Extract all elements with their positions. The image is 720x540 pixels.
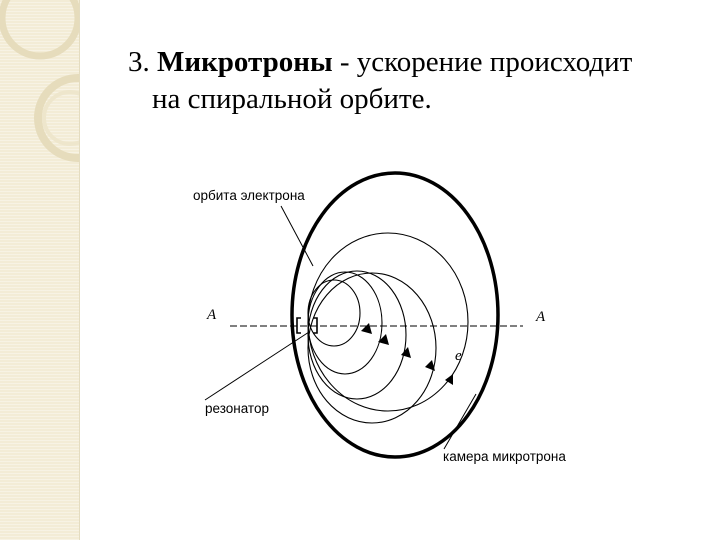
label-electron: e (455, 348, 462, 364)
orbit-4 (308, 273, 436, 423)
decorative-circles-ornament (0, 0, 79, 540)
label-chamber: камера микротрона (443, 449, 566, 464)
label-resonator: резонатор (205, 401, 269, 416)
axis-label-right: A (536, 309, 546, 325)
pointer-resonator (205, 332, 309, 400)
title-number: 3. (128, 46, 150, 78)
orbit-2 (308, 272, 382, 374)
title-rest: - ускорение происходит (332, 46, 633, 78)
label-orbit: орбита электрона (193, 188, 305, 203)
orbit-arrow-1 (361, 323, 372, 334)
axis-label-left: A (207, 307, 217, 323)
orbit-arrow-3 (401, 347, 411, 358)
title-bold-term: Микротроны (157, 46, 333, 78)
slide-title (128, 44, 708, 118)
orbit-arrow-4 (425, 360, 435, 371)
pointer-chamber (444, 394, 476, 449)
orbit-3 (308, 271, 406, 399)
microtron-chamber (292, 173, 498, 457)
microtron-diagram (185, 170, 585, 470)
electron-orbits (308, 233, 468, 423)
title-line-2: на спиральной орбите. (152, 83, 432, 115)
decorative-side-panel (0, 0, 80, 540)
